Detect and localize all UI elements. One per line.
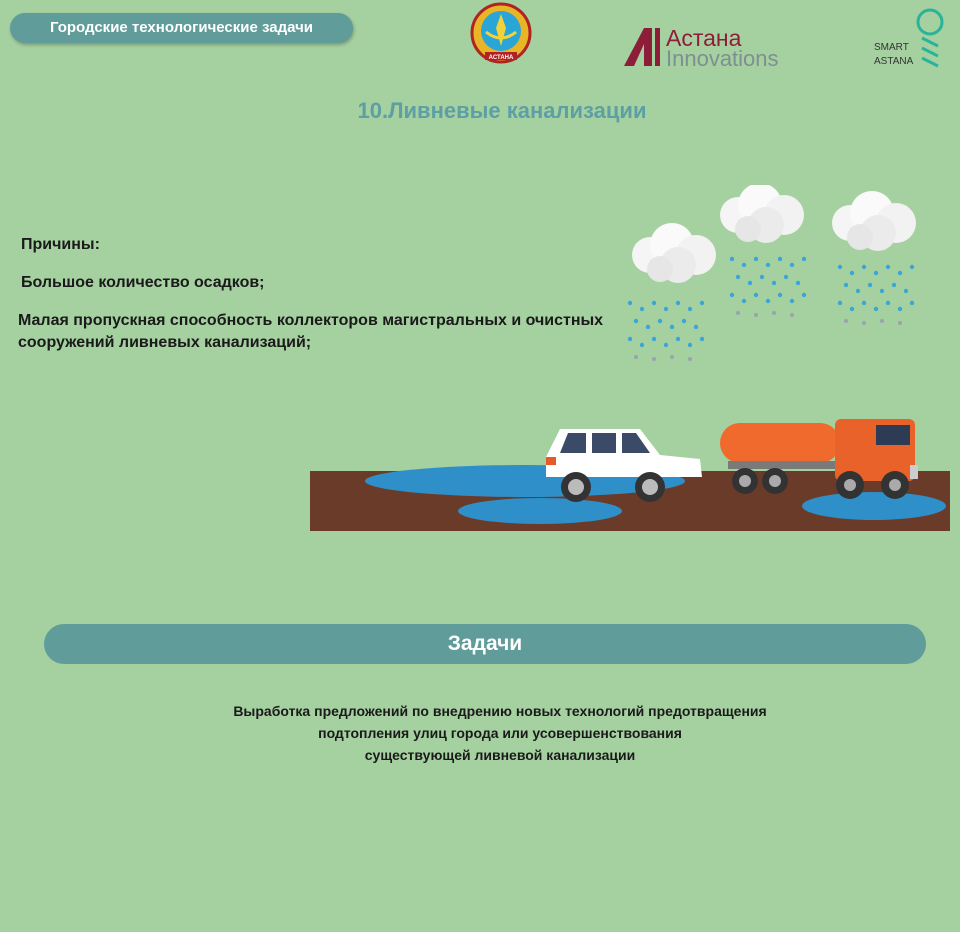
causes-heading: Причины: bbox=[21, 236, 100, 253]
smart-astana-logo bbox=[870, 6, 960, 72]
tasks-line: подтопления улиц города или усовершенствования bbox=[318, 725, 682, 741]
header-badge: Городские технологические задачи bbox=[10, 13, 353, 43]
logo-line2: Innovations bbox=[666, 46, 779, 70]
tasks-heading-bar: Задачи bbox=[44, 624, 926, 664]
astana-emblem-logo bbox=[470, 2, 532, 64]
astana-innovations-logo bbox=[622, 24, 812, 70]
tasks-line: Выработка предложений по внедрению новых технологий предотвращения bbox=[233, 703, 767, 719]
cause-item: Малая пропускная способность коллекторов магистральных и очистных сооружений ливневых канализаций; bbox=[18, 312, 604, 351]
cause-item: Большое количество осадков; bbox=[21, 274, 265, 291]
flooded-road-illustration bbox=[310, 405, 960, 535]
page-title: 10.Ливневые канализации bbox=[357, 98, 647, 123]
rain-clouds-illustration bbox=[620, 185, 950, 370]
smart-line2: ASTANA bbox=[874, 56, 914, 67]
logo-line1: Астана bbox=[666, 25, 742, 51]
smart-line1: SMART bbox=[874, 42, 909, 53]
tasks-line: существующей ливневой канализации bbox=[364, 747, 636, 763]
tasks-description bbox=[150, 700, 850, 766]
emblem-text: АСТАНА bbox=[488, 55, 514, 61]
